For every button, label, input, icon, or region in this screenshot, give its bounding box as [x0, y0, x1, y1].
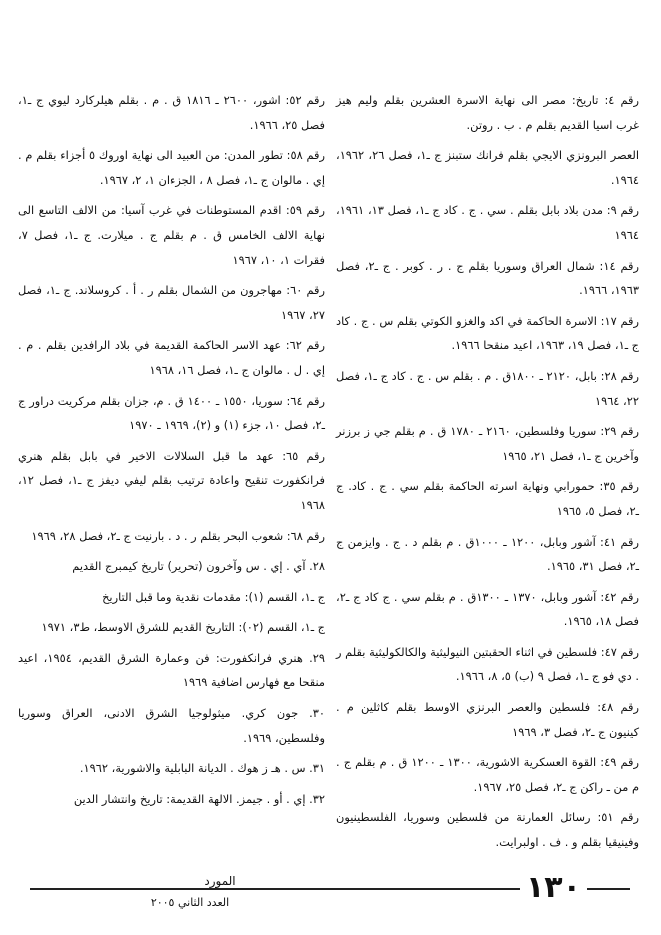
page-number: ١٣٠	[520, 870, 587, 905]
reference-entry: ٣١. س . هـ ز هوك . الديانة البابلية والاشورية، ١٩٦٢.	[79, 761, 325, 776]
page-footer	[0, 866, 661, 926]
reference-entry: ٣٢. إي . أو . جيمز. الالهة القديمة: تاريخ وانتشار الدين	[73, 791, 325, 806]
reference-entry: رقم ٢٨: بابل، ٢١٢٠ ـ ١٨٠٠ق . م . بقلم س . ج . كاد ج ـ١، فصل ٢٢، ١٩٦٤	[336, 368, 639, 408]
reference-entry: رقم ٤٨: فلسطين والعصر البرنزي الاوسط بقلم كاثلين م . كينيون ج ـ٢، فصل ٣، ١٩٦٩	[336, 700, 639, 739]
reference-entry: رقم ٤٢: آشور وبابل، ١٣٧٠ ـ ١٣٠٠ق . م بقلم سي . ج كاد ج ـ٢، فصل ١٨، ١٩٦٥.	[336, 589, 639, 629]
reference-entry: ج ـ١، القسم (١): مقدمات نقدية وما قبل التاريخ	[102, 589, 325, 604]
reference-entry: رقم ٢٩: سوريا وفلسطين، ٢١٦٠ ـ ١٧٨٠ ق . م بقلم جي ز برزنر وآخرين ج ـ١، فصل ٢١، ١٩٦٥	[336, 424, 639, 463]
reference-entry: ج ـ١، القسم (٠٢): التاريخ القديم للشرق الاوسط، ط٣، ١٩٧١	[41, 620, 325, 635]
reference-entry: ٢٨. آي . إي . س وآخرون (تحرير) تاريخ كيمبرج القديم	[72, 559, 325, 574]
journal-name: المورد	[190, 874, 250, 888]
reference-entry: رقم ٦٢: عهد الاسر الحاكمة القديمة في بلاد الرافدين بقلم . م . إي . ل . مالوان ج ـ١، فصل ١٦، ١٩٦٨	[18, 338, 325, 377]
reference-entry: ٣٠. جون كري. ميثولوجيا الشرق الادنى، العراق وسوريا وفلسطين، ١٩٦٩.	[18, 706, 325, 745]
reference-entry: رقم ٤: تاريخ: مصر الى نهاية الاسرة العشرين بقلم وليم هيز غرب اسيا القديم بقلم م . ب . روتن.	[336, 93, 639, 132]
reference-entry: رقم ٦٨: شعوب البحر بقلم ر . د . بارنيت ج ـ٢، فصل ٢٨، ١٩٦٩	[31, 528, 325, 543]
reference-entry: رقم ٤٧: فلسطين في اثناء الحقبتين النيوليثية والكالكوليثية بقلم ر . دي فو ج ـ١، فصل ٩ (ب) ٥، ٨، ١٩٦٦.	[336, 644, 639, 684]
left-column	[18, 88, 325, 817]
reference-entry: رقم ٤١: آشور وبابل، ١٢٠٠ ـ ١٠٠٠ق . م بقلم د . ج . وايزمن ج ـ٢، فصل ٣١، ١٩٦٥.	[336, 534, 639, 574]
issue-label: العدد الثاني ٢٠٠٥	[150, 896, 230, 909]
reference-entry: رقم ٥٩: اقدم المستوطنات في غرب آسيا: من الالف التاسع الى نهاية الالف الخامس ق . م بقلم ج . ميلارت. ج ـ١، فصل ٧، فقرات ١، ١٠، ١٩٦٧	[18, 203, 325, 267]
reference-entry: رقم ٥١: رسائل العمارنة من فلسطين وسوريا، الفلسطينيون وفينيقيا بقلم و . ف . اولبرايت.	[336, 810, 640, 850]
reference-entry: رقم ٣٥: حمورابي ونهاية اسرته الحاكمة بقلم سي . ج . كاد. ج ـ٢، فصل ٥، ١٩٦٥	[336, 479, 639, 518]
reference-entry: رقم ٥٨: تطور المدن: من العبيد الى نهاية اوروك ٥ أجزاء بقلم م . إي . مالوان ج ـ١، فصل ٨ ، الجزءان ١، ٢، ١٩٦٧.	[18, 148, 326, 187]
reference-entry: ٢٩. هنري فرانكفورت: فن وعمارة الشرق القديم، ١٩٥٤، اعيد منقحا مع فهارس اضافية ١٩٦٩	[18, 650, 325, 690]
reference-entry: رقم ٥٢: اشور، ٢٦٠٠ ـ ١٨١٦ ق . م . بقلم هيلركارد ليوي ج ـ١، فصل ٢٥، ١٩٦٦.	[18, 93, 325, 132]
reference-entry: رقم ٦٥: عهد ما قبل السلالات الاخير في بابل بقلم هنري فرانكفورت تنقيح واعادة ترتيب بقلم ليفي ديفز ج ـ١، فصل ١٢، ١٩٦٨	[18, 448, 326, 512]
reference-entry: رقم ١٤: شمال العراق وسوريا بقلم ج . ر . كوبر . ج ـ٢، فصل ١٩٦٣، ١٩٦٦.	[336, 258, 639, 298]
reference-entry: العصر البرونزي الايجي بقلم فرانك ستبنز ج ـ١، فصل ٢٦، ١٩٦٢، ١٩٦٤.	[336, 148, 639, 187]
reference-entry: رقم ١٧: الاسرة الحاكمة في اكد والغزو الكوتي بقلم س . ج . كاد ج ـ١، فصل ١٩، ١٩٦٣، اعيد منقحا ١٩٦٦.	[336, 313, 639, 353]
reference-entry: رقم ٦٤: سوريا، ١٥٥٠ ـ ١٤٠٠ ق . م، جزان بقلم مركريت دراور ج ـ٢، فصل ١٠، جزء (١) و (٢)، ١٩٦٩ ـ ١٩٧٠	[18, 393, 325, 433]
reference-entry: رقم ٩: مدن بلاد بابل بقلم . سي . ج . كاد ج ـ١، فصل ١٣، ١٩٦١، ١٩٦٤	[336, 203, 639, 242]
reference-entry: رقم ٤٩: القوة العسكرية الاشورية، ١٣٠٠ ـ ١٢٠٠ ق . م بقلم ج . م من ـ راكن ج ـ٢، فصل ٢٥، ١٩٦٧.	[336, 755, 639, 794]
right-column	[336, 88, 639, 861]
reference-entry: رقم ٦٠: مهاجرون من الشمال بقلم ر . أ . كروسلاند. ج ـ١، فصل ٢٧، ١٩٦٧	[18, 283, 326, 322]
